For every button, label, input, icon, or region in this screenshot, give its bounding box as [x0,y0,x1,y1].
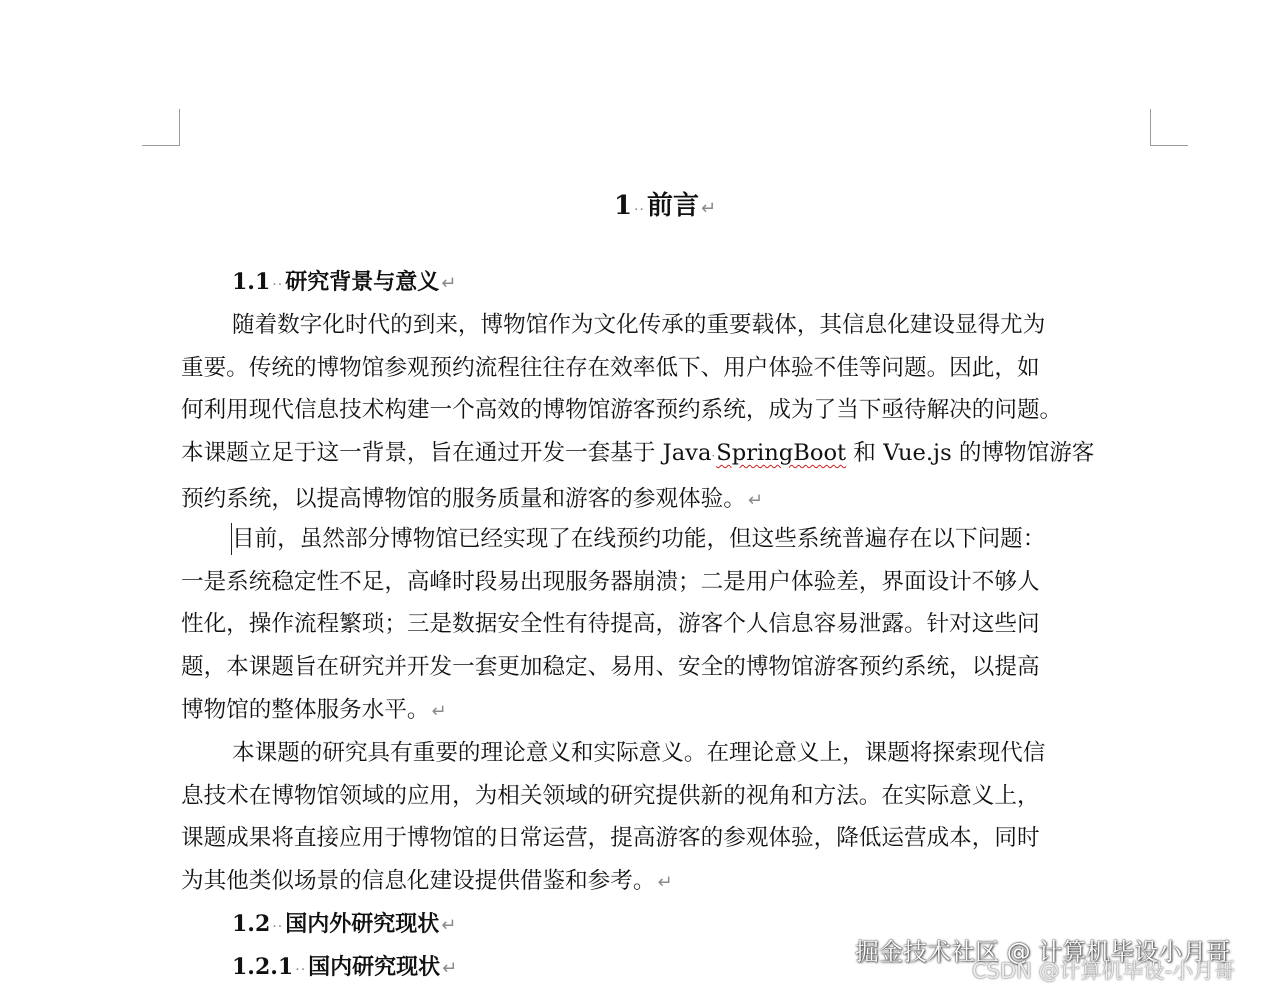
section-title: 国内研究现状 [308,954,441,980]
body-paragraph-2[interactable] [181,518,1171,734]
paragraph-mark-icon: ↵ [441,915,457,936]
paragraph-mark-icon: ↵ [747,489,763,511]
text-line [181,689,1171,734]
section-title: 国内外研究现状 [285,911,440,937]
text-line: 随着数字化时代的到来，博物馆作为文化传承的重要载体，其信息化建设显得尤为 [232,312,1046,338]
text-line: 一是系统稳定性不足，高峰时段易出现服务器崩溃；二是用户体验差，界面设计不够人 [181,568,1040,595]
chapter-title-text: 前言 [646,191,699,221]
text-segment: 和 Vue.js 的博物馆游客 [846,440,1095,467]
spelling-error-word[interactable]: SpringBoot [716,440,847,467]
margin-mark-top-right [1150,109,1151,146]
text-segment: 本课题立足于这一背景，旨在通过开发一套基于 Java [181,440,712,467]
margin-mark-top-left [179,109,180,146]
text-line: 课题成果将直接应用于博物馆的日常运营，提高游客的参观体验，降低运营成本，同时 [181,825,1040,852]
paragraph-mark-icon: ↵ [431,700,447,722]
text-segment: 博物馆的整体服务水平。 [181,696,430,723]
space-mark: · [711,449,717,464]
text-line: 息技术在博物馆领域的应用，为相关领域的研究提供新的视角和方法。在实际意义上， [181,782,1040,809]
text-line: 性化，操作流程繁琐；三是数据安全性有待提高，游客个人信息容易泄露。针对这些问 [181,611,1040,638]
text-line [181,478,1171,523]
section-heading-1-1[interactable] [232,267,456,300]
space-mark: ·· [272,277,284,293]
paragraph-mark-icon: ↵ [700,198,717,219]
text-line: 何利用现代信息技术构建一个高效的博物馆游客预约系统，成为了当下亟待解决的问题。 [181,397,1063,424]
text-segment: 为其他类似场景的信息化建设提供借鉴和参考。 [181,868,656,895]
chapter-number: 1 [613,191,633,221]
text-line [181,432,1171,478]
watermark-csdn: CSDN @计算机毕设-小月哥 [972,959,1236,983]
body-paragraph-1[interactable] [181,304,1171,523]
text-line: 目前，虽然部分博物馆已经实现了在线预约功能，但这些系统普遍存在以下问题： [232,526,1046,552]
space-mark: ·· [634,202,645,218]
space-mark: ·· [295,962,307,978]
text-line: 题，本课题旨在研究并开发一套更加稳定、易用、安全的博物馆游客预约系统，以提高 [181,654,1040,681]
space-mark: ·· [272,919,284,935]
chapter-title[interactable] [0,186,1268,230]
margin-mark-top-right [1150,145,1188,146]
section-number: 1.2.1 [232,954,294,980]
section-title: 研究背景与意义 [285,269,440,295]
paragraph-mark-icon: ↵ [442,958,458,979]
text-line [181,860,1171,905]
section-number: 1.2 [232,911,271,937]
section-heading-1-2[interactable] [232,909,456,942]
body-paragraph-3[interactable] [181,732,1171,905]
margin-mark-top-left [142,145,180,146]
text-line: 重要。传统的博物馆参观预约流程往往存在效率低下、用户体验不佳等问题。因此，如 [181,354,1040,381]
section-heading-1-2-1[interactable] [232,952,457,985]
text-segment: 预约系统，以提高博物馆的服务质量和游客的参观体验。 [181,485,746,512]
paragraph-mark-icon: ↵ [441,273,457,294]
text-line: 本课题的研究具有重要的理论意义和实际意义。在理论意义上，课题将探索现代信 [232,740,1046,766]
paragraph-mark-icon: ↵ [657,872,673,894]
section-number: 1.1 [232,269,271,295]
watermark-juejin: 掘金技术社区 @ 计算机毕设小月哥 [855,938,1231,966]
